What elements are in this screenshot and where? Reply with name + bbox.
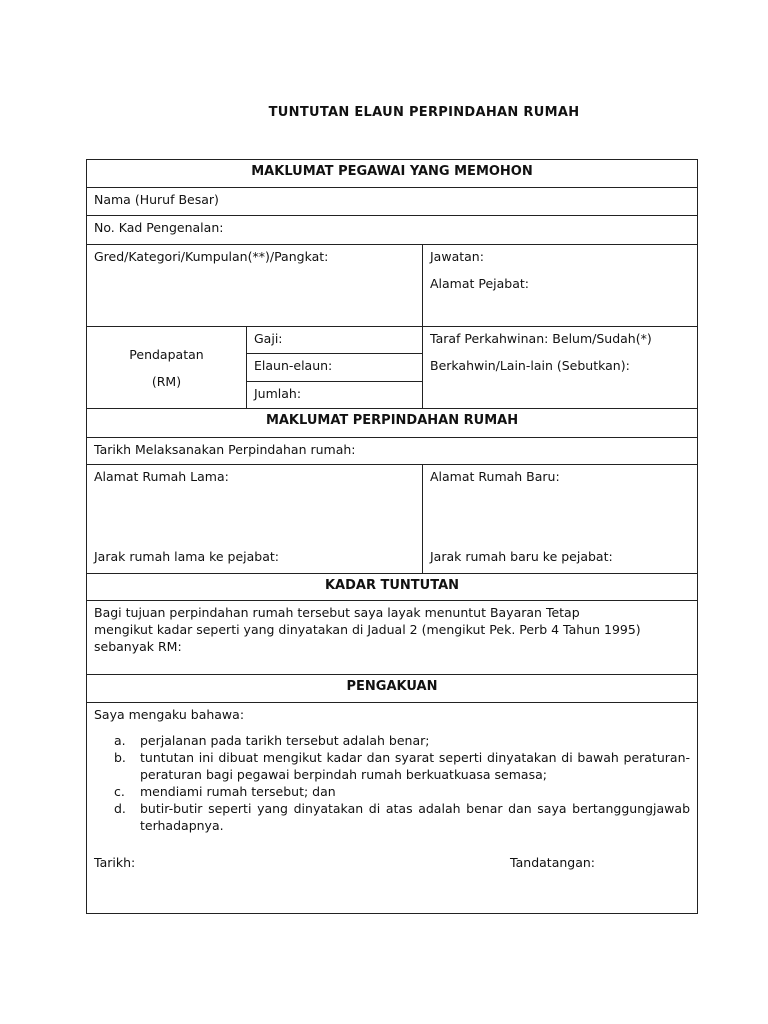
grade-field[interactable] — [87, 245, 423, 327]
ic-number-label: No. Kad Pengenalan: — [94, 220, 224, 235]
new-distance-label: Jarak rumah baru ke pejabat: — [430, 549, 613, 564]
rate-statement-field[interactable] — [87, 601, 698, 675]
new-address-field[interactable] — [423, 465, 698, 574]
declaration-item — [114, 783, 690, 800]
position-label: Jawatan: — [430, 249, 484, 264]
name-field[interactable] — [87, 188, 698, 216]
income-currency-label: (RM) — [151, 374, 182, 389]
rate-line-3: sebanyak RM: — [94, 639, 182, 654]
position-office-field[interactable] — [423, 245, 698, 327]
new-address-label: Alamat Rumah Baru: — [430, 469, 560, 484]
grade-label: Gred/Kategori/Kumpulan(**)/Pangkat: — [94, 249, 329, 264]
item-text: mendiami rumah tersebut; dan — [140, 784, 336, 799]
declaration-section-heading: PENGAKUAN — [87, 675, 698, 703]
rate-line-2: mengikut kadar seperti yang dinyatakan di Jadual 2 (mengikut Pek. Perb 4 Tahun 1995) — [94, 622, 641, 637]
document-title: TUNTUTAN ELAUN PERPINDAHAN RUMAH — [268, 105, 580, 120]
salary-label: Gaji: — [254, 331, 283, 346]
ic-number-field[interactable] — [87, 216, 698, 245]
item-text: butir-butir seperti yang dinyatakan di atas adalah benar dan saya bertanggungjawab terhadapnya. — [140, 801, 691, 833]
income-label-cell — [87, 327, 247, 409]
office-address-label: Alamat Pejabat: — [430, 276, 530, 291]
declaration-list — [114, 732, 690, 834]
item-label: b. — [114, 750, 126, 765]
total-field[interactable] — [247, 382, 423, 409]
signature-row — [94, 854, 690, 871]
old-address-field[interactable] — [87, 465, 423, 574]
allowances-field[interactable] — [247, 354, 423, 382]
item-label: d. — [114, 801, 126, 816]
income-label: Pendapatan — [129, 347, 204, 362]
rate-section-heading: KADAR TUNTUTAN — [87, 574, 698, 601]
move-date-label: Tarikh Melaksanakan Perpindahan rumah: — [94, 442, 356, 457]
marital-status-field[interactable] — [423, 327, 698, 409]
item-text: tuntutan ini dibuat mengikut kadar dan syarat seperti dinyatakan di bawah peraturan-peraturan bagi pegawai berpindah rumah berkuatkuasa semasa; — [140, 750, 691, 782]
employee-section-heading: MAKLUMAT PEGAWAI YANG MEMOHON — [87, 160, 698, 188]
declaration-date-label[interactable]: Tarikh: — [94, 855, 136, 870]
allowances-label: Elaun-elaun: — [254, 358, 333, 373]
rate-line-1: Bagi tujuan perpindahan rumah tersebut saya layak menuntut Bayaran Tetap — [94, 605, 580, 620]
old-address-label: Alamat Rumah Lama: — [94, 469, 229, 484]
claim-form-table — [86, 159, 698, 914]
declaration-field — [87, 703, 698, 914]
total-label: Jumlah: — [254, 386, 302, 401]
old-distance-label: Jarak rumah lama ke pejabat: — [94, 549, 280, 564]
move-section-heading: MAKLUMAT PERPINDAHAN RUMAH — [87, 409, 698, 438]
item-label: c. — [114, 784, 125, 799]
marital-other-label: Berkahwin/Lain-lain (Sebutkan): — [430, 358, 630, 373]
marital-status-label: Taraf Perkahwinan: Belum/Sudah(*) — [430, 331, 652, 346]
move-date-field[interactable] — [87, 438, 698, 465]
name-label: Nama (Huruf Besar) — [94, 192, 219, 207]
item-text: perjalanan pada tarikh tersebut adalah benar; — [140, 733, 430, 748]
signature-label[interactable]: Tandatangan: — [510, 855, 596, 870]
item-label: a. — [114, 733, 126, 748]
salary-field[interactable] — [247, 327, 423, 354]
declaration-item — [114, 800, 690, 834]
declaration-intro: Saya mengaku bahawa: — [94, 707, 245, 722]
declaration-item — [114, 732, 690, 749]
declaration-item — [114, 749, 690, 783]
